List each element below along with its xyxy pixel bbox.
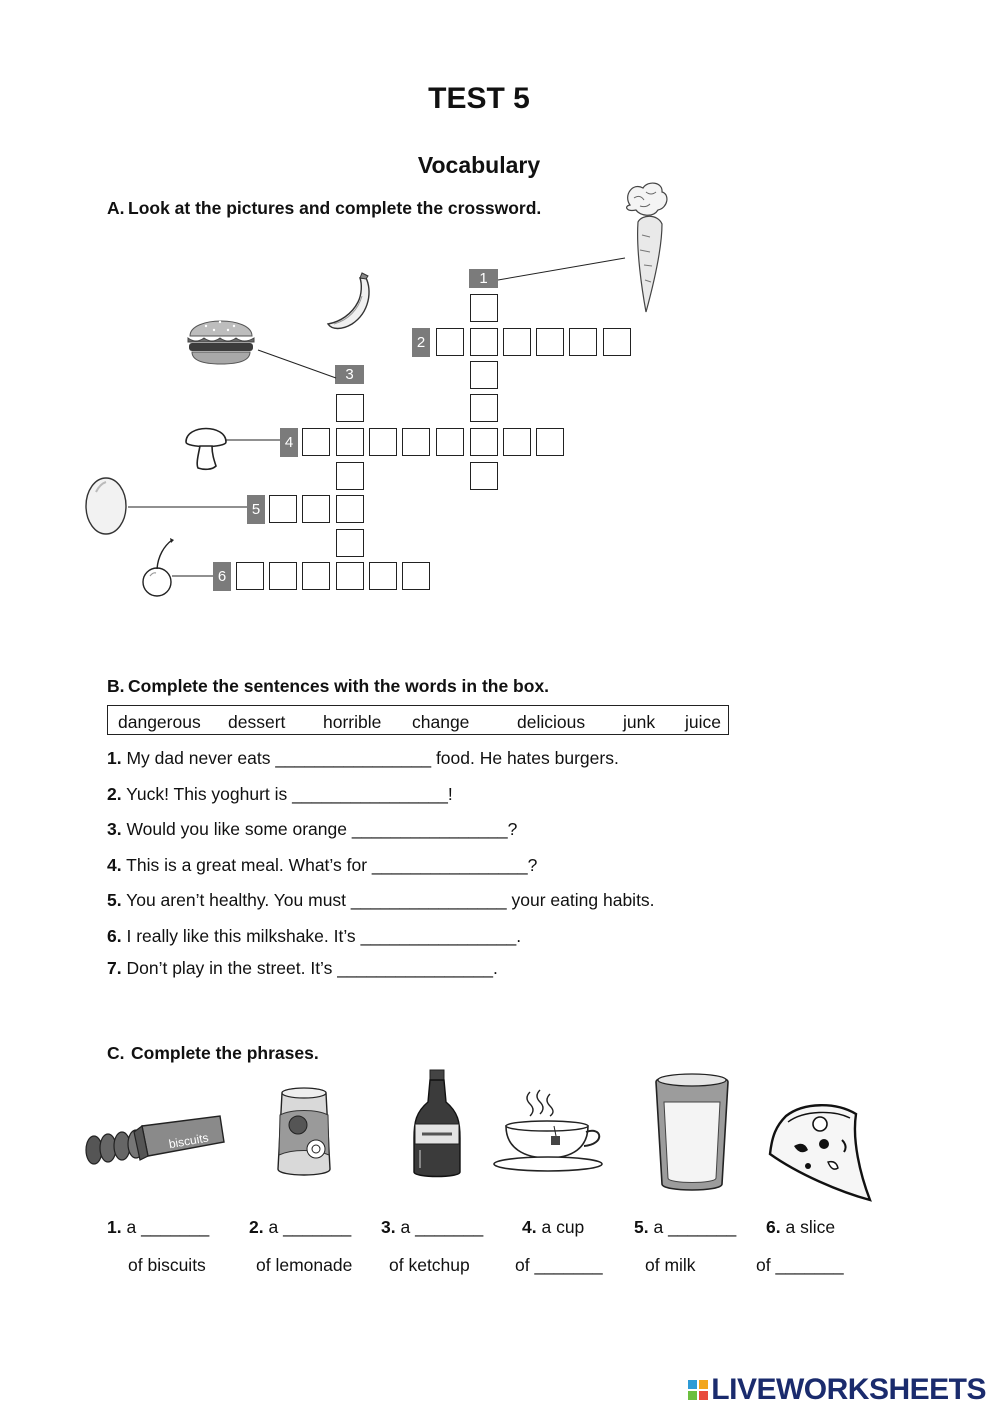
answer-blank[interactable]: ________________ <box>371 855 528 875</box>
sentence-1: 1. My dad never eats ________________ food. He hates burgers. <box>107 748 619 768</box>
carrot-image <box>618 180 678 320</box>
section-b-instruction: Complete the sentences with the words in the box. <box>128 676 550 696</box>
phrase-3-line1[interactable]: a _______ <box>400 1217 484 1237</box>
answer-blank[interactable]: ________________ <box>350 890 507 910</box>
answer-blank[interactable]: ________________ <box>275 748 432 768</box>
sentence-7: 7. Don’t play in the street. It’s ________________. <box>107 958 498 978</box>
phrase-4-line2[interactable]: of _______ <box>515 1255 603 1275</box>
sentence-2: 2. Yuck! This yoghurt is ________________! <box>107 784 453 804</box>
phrase-6: 6. a slice <box>766 1217 836 1237</box>
phrase-1-line1[interactable]: a _______ <box>126 1217 210 1237</box>
phrase-3: 3. a _______ <box>381 1217 484 1237</box>
liveworksheets-logo-icon <box>688 1380 708 1400</box>
phrase-5-line2: of milk <box>645 1255 696 1275</box>
clue-number-4: 4 <box>280 428 298 457</box>
burger-image <box>186 310 258 368</box>
clue-number-6: 6 <box>213 562 231 591</box>
banana-image <box>326 272 386 334</box>
word-box-item: dangerous <box>118 712 201 732</box>
answer-blank[interactable]: ________________ <box>292 784 448 804</box>
word-box-item: juice <box>685 712 721 732</box>
biscuits-pack-label: biscuits <box>167 1130 210 1152</box>
sentence-4: 4. This is a great meal. What’s for ________________? <box>107 855 538 875</box>
sentence-5: 5. You aren’t healthy. You must ________________ your eating habits. <box>107 890 655 910</box>
pizza-slice-image <box>764 1100 876 1204</box>
glass-of-milk-image <box>652 1070 732 1194</box>
can-image <box>272 1085 340 1181</box>
phrase-2: 2. a _______ <box>249 1217 352 1237</box>
answer-blank[interactable]: ________________ <box>351 819 508 839</box>
answer-blank[interactable]: ________________ <box>337 958 493 978</box>
phrase-3-line2: of ketchup <box>389 1255 470 1275</box>
section-c-instruction: Complete the phrases. <box>131 1043 319 1063</box>
phrase-4: 4. a cup <box>522 1217 585 1237</box>
word-box-item: delicious <box>517 712 586 732</box>
section-title-vocabulary: Vocabulary <box>417 152 541 178</box>
cup-of-tea-image <box>492 1086 610 1172</box>
sentence-3: 3. Would you like some orange ________________? <box>107 819 518 839</box>
ketchup-bottle-image <box>410 1068 466 1182</box>
liveworksheets-logo <box>688 1373 986 1407</box>
phrase-1: 1. a _______ <box>107 1217 210 1237</box>
liveworksheets-logo-text: LIVEWORKSHEETS <box>711 1373 986 1406</box>
phrase-1-line2: of biscuits <box>128 1255 206 1275</box>
section-c-label: C. <box>107 1043 125 1063</box>
egg-image <box>84 474 132 536</box>
phrase-4-line1: a cup <box>541 1217 585 1237</box>
clue-number-1: 1 <box>469 269 498 288</box>
phrase-5-line1[interactable]: a _______ <box>653 1217 737 1237</box>
word-box-item: junk <box>623 712 656 732</box>
word-box-item: horrible <box>323 712 382 732</box>
word-box-item: change <box>412 712 470 732</box>
mushroom-image <box>184 420 230 472</box>
crossword-connector-lines <box>0 0 1000 620</box>
word-box-item: dessert <box>228 712 286 732</box>
biscuits-image <box>82 1112 230 1168</box>
clue-number-5: 5 <box>247 495 265 524</box>
clue-number-2: 2 <box>412 328 430 357</box>
phrase-6-line1: a slice <box>785 1217 836 1237</box>
clue-number-3: 3 <box>335 365 364 384</box>
sentence-6: 6. I really like this milkshake. It’s ________________. <box>107 926 522 946</box>
cherry-image <box>140 536 180 600</box>
page-title: TEST 5 <box>428 82 530 115</box>
phrase-2-line1[interactable]: a _______ <box>268 1217 352 1237</box>
section-a-label: A. <box>107 198 125 218</box>
section-a-instruction: Look at the pictures and complete the crossword. <box>128 198 542 218</box>
answer-blank[interactable]: ________________ <box>360 926 517 946</box>
phrase-6-line2[interactable]: of _______ <box>756 1255 844 1275</box>
phrase-2-line2: of lemonade <box>256 1255 353 1275</box>
section-b-label: B. <box>107 676 125 696</box>
word-box <box>107 705 729 735</box>
phrase-5: 5. a _______ <box>634 1217 737 1237</box>
